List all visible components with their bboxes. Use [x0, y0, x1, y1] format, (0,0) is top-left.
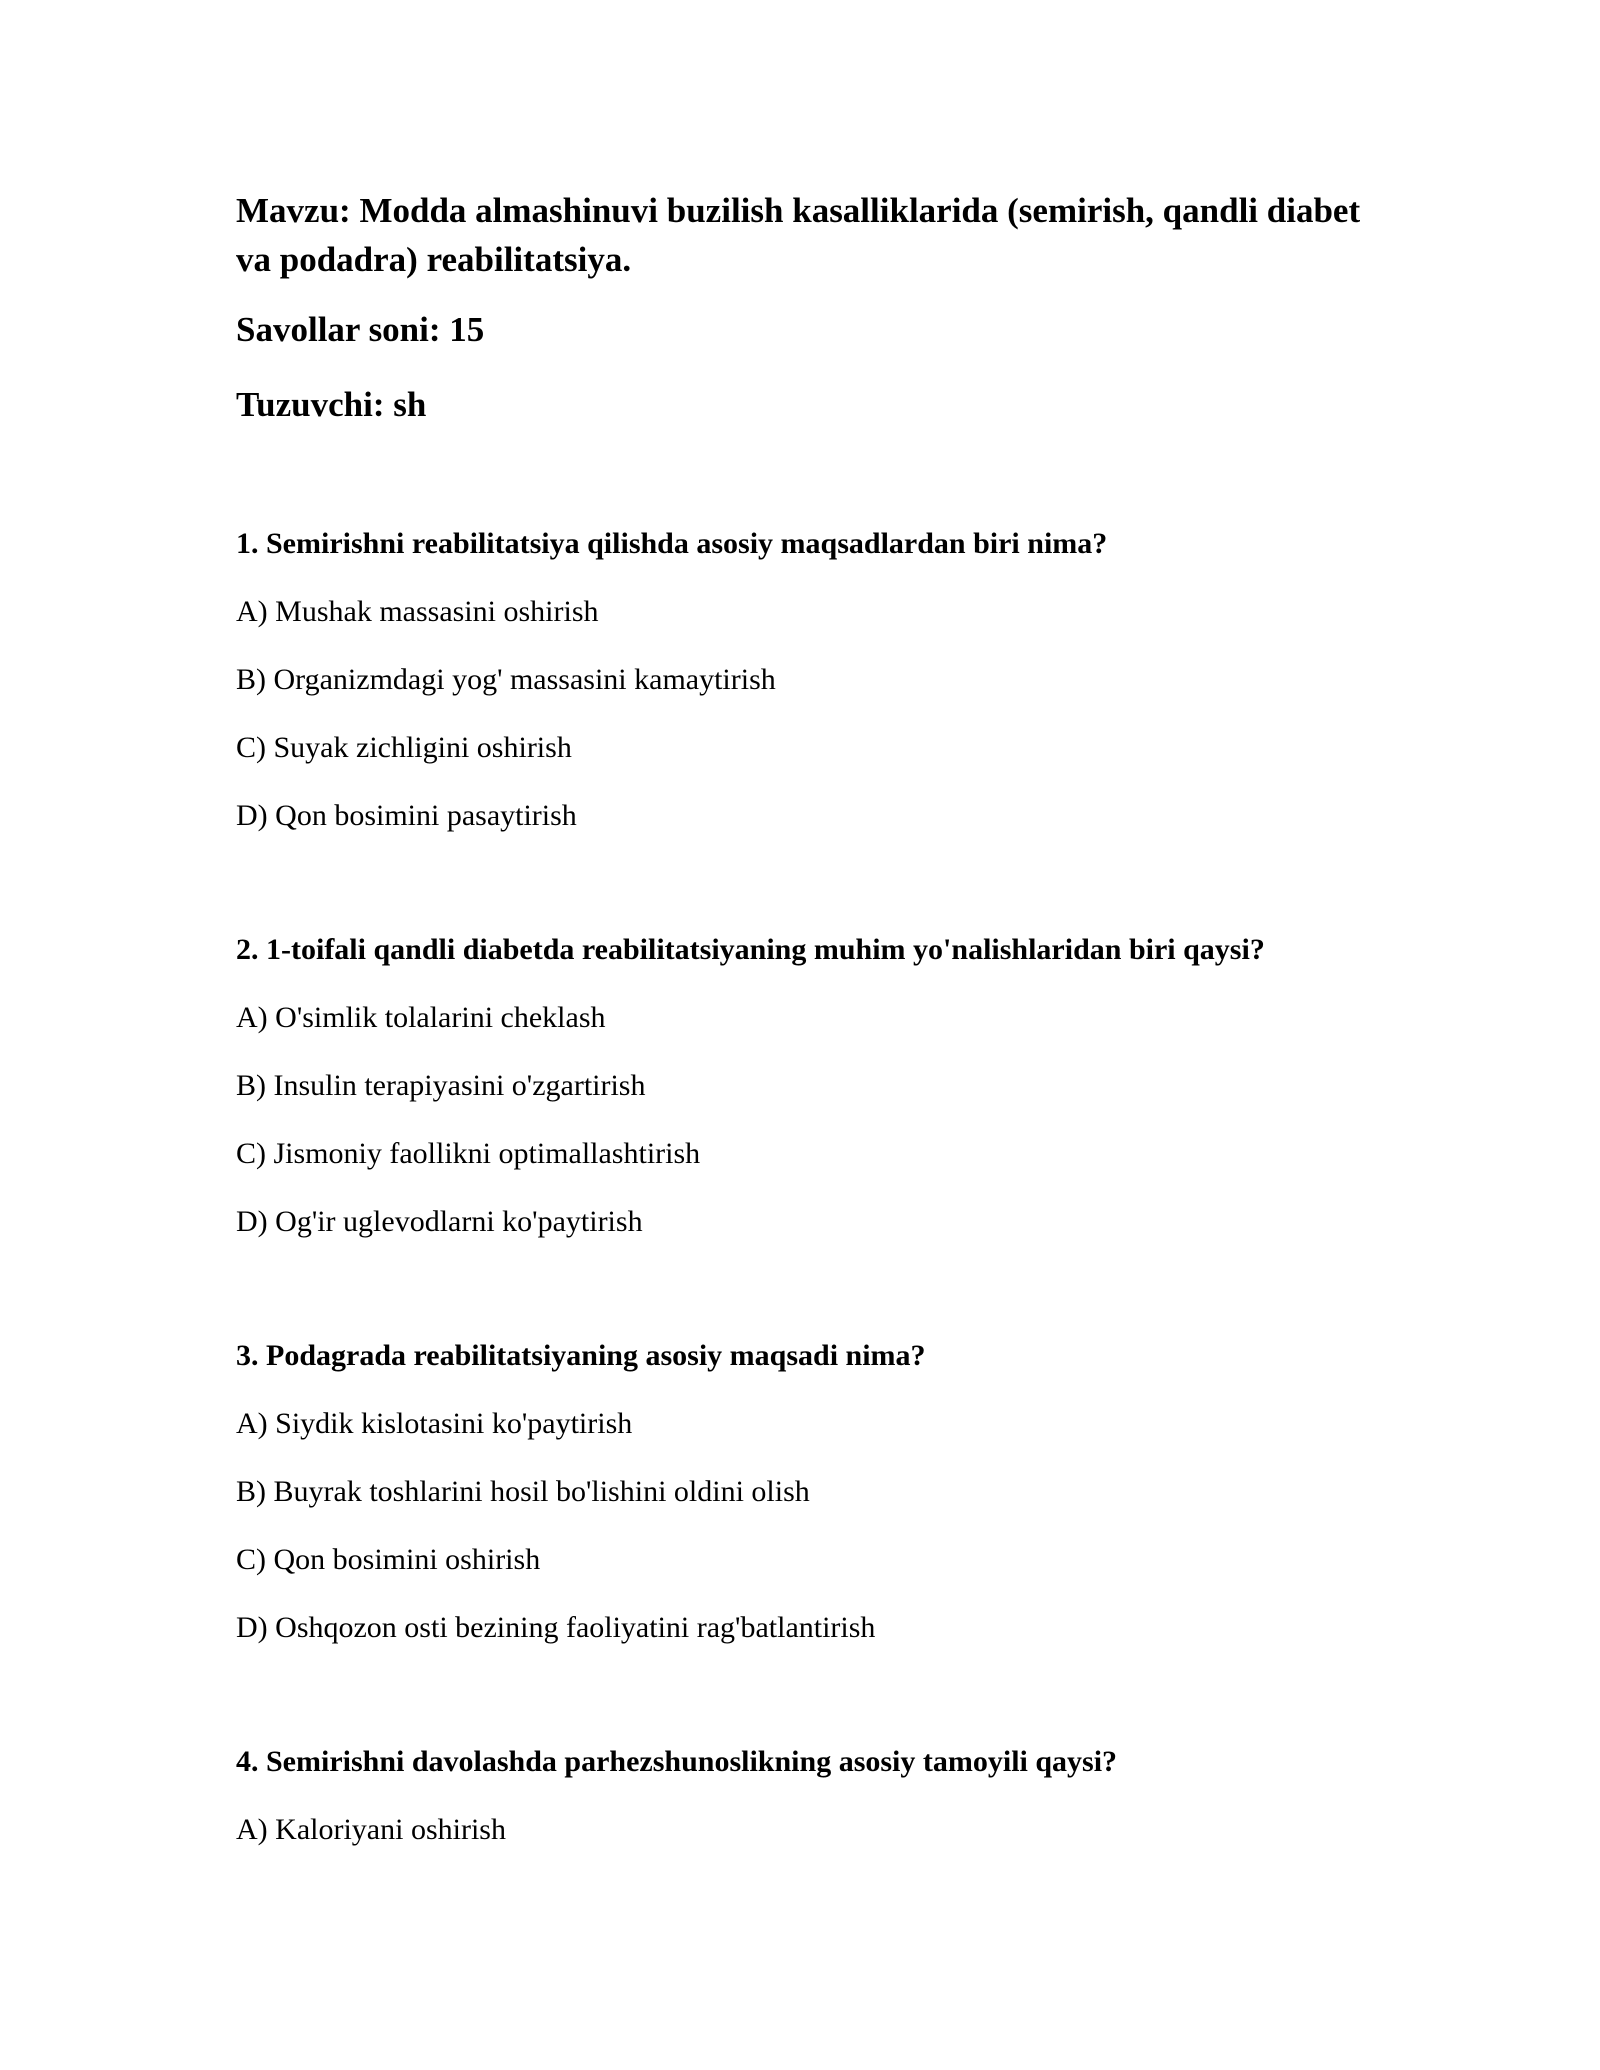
question-item [236, 1742, 1436, 1850]
answer-option: B) Insulin terapiyasini o'zgartirish [236, 1069, 646, 1102]
answer-option: D) Og'ir uglevodlarni ko'paytirish [236, 1205, 643, 1238]
question-list [236, 524, 1436, 1850]
answer-option: C) Suyak zichligini oshirish [236, 731, 572, 764]
answer-option: A) Siydik kislotasini ko'paytirish [236, 1407, 633, 1440]
answer-option: C) Jismoniy faollikni optimallashtirish [236, 1137, 701, 1170]
answer-options [236, 1810, 1436, 1850]
question-item [236, 930, 1436, 1242]
answer-options [236, 1404, 1436, 1648]
answer-option: B) Buyrak toshlarini hosil bo'lishini oldini olish [236, 1475, 810, 1508]
question-text: 3. Podagrada reabilitatsiyaning asosiy maqsadi nima? [236, 1339, 926, 1372]
answer-option: A) O'simlik tolalarini cheklash [236, 1001, 606, 1034]
topic-title: Mavzu: Modda almashinuvi buzilish kasalliklarida (semirish, qandli diabet va podadra) reabilitatsiya. [236, 191, 1361, 279]
answer-options [236, 592, 1436, 836]
answer-option: D) Oshqozon osti bezining faoliyatini rag'batlantirish [236, 1611, 876, 1644]
answer-option: C) Qon bosimini oshirish [236, 1543, 541, 1576]
question-text: 2. 1-toifali qandli diabetda reabilitatsiyaning muhim yo'nalishlaridan biri qaysi? [236, 933, 1265, 966]
answer-option: D) Qon bosimini pasaytirish [236, 799, 577, 832]
question-text: 1. Semirishni reabilitatsiya qilishda asosiy maqsadlardan biri nima? [236, 527, 1108, 560]
document-header [236, 186, 1366, 425]
question-item [236, 524, 1436, 836]
answer-option: B) Organizmdagi yog' massasini kamaytirish [236, 663, 776, 696]
question-item [236, 1336, 1436, 1648]
answer-option: A) Kaloriyani oshirish [236, 1813, 506, 1846]
answer-option: A) Mushak massasini oshirish [236, 595, 599, 628]
answer-options [236, 998, 1436, 1242]
question-text: 4. Semirishni davolashda parhezshunoslikning asosiy tamoyili qaysi? [236, 1745, 1118, 1778]
author-line: Tuzuvchi: sh [236, 385, 427, 424]
question-count: Savollar soni: 15 [236, 310, 485, 349]
